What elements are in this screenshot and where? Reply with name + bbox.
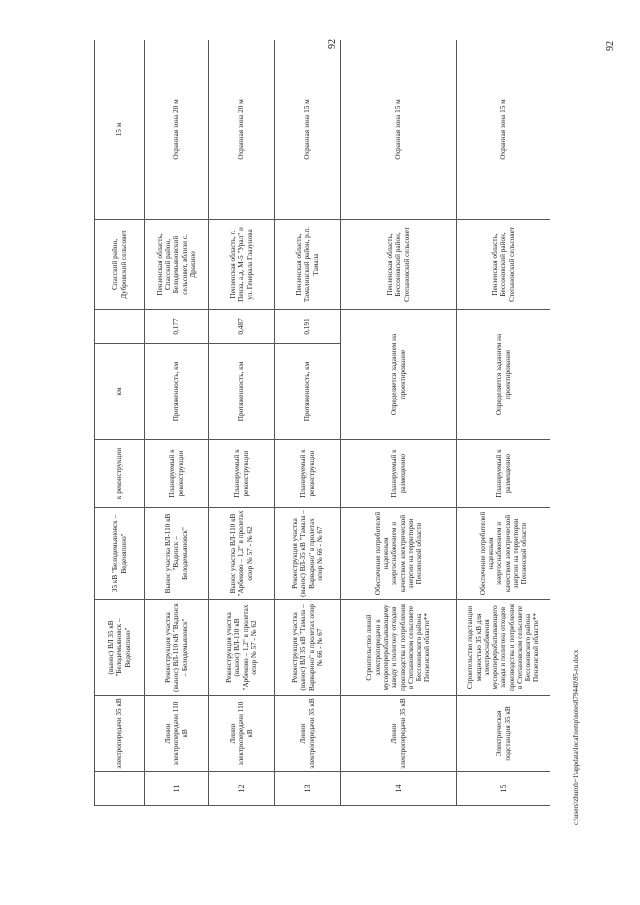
object-purpose: Вынос участка ВЛ-110 кВ "Вадинск – Белодемьяновск" xyxy=(145,508,209,600)
object-name: (вынос) ВЛ 35 кВ "Белодемьяновск – Веденяпино" xyxy=(95,600,145,696)
protection-zone: Охранная зона 20 м xyxy=(145,40,209,220)
row-number: 14 xyxy=(341,772,457,806)
object-location: Пензенская область, Спасский район, Белодемьяновский сельсовет, вблизи с. Дракино xyxy=(145,220,209,310)
object-status: Планируемый к реконструкции xyxy=(145,440,209,508)
object-type: Линии электропередачи 110 кВ xyxy=(145,696,209,772)
row-number: 13 xyxy=(275,772,341,806)
object-status: Планируемый к размещению xyxy=(457,440,551,508)
parameter-name: Определяется заданием на проектирование xyxy=(341,310,457,440)
table-row xyxy=(341,40,457,806)
parameter-name: Определяется заданием на проектирование xyxy=(457,310,551,440)
parameter-value xyxy=(95,310,145,344)
object-status: Планируемый к реконструкции xyxy=(275,440,341,508)
object-name: Реконструкция участка (вынос) ВЛ-110 кВ "Арбеково – 1,2" в пролетах опор № 57 - № 62 xyxy=(209,600,275,696)
object-type: Линии электропередачи 35 кВ xyxy=(341,696,457,772)
rotated-table-container xyxy=(94,40,550,806)
table-row xyxy=(457,40,551,806)
table-row xyxy=(145,40,209,806)
object-name: Реконструкция участка (вынос) ВЛ-110 кВ "Вадинск – Белодемьяновск" xyxy=(145,600,209,696)
side-page-number: 92 xyxy=(605,41,616,51)
object-name: Строительство подстанции мощностью 35 кВ для электроснабжения мусороперерабатывающего завода и полигона отходов производства и потребления в Степановском сельсовете Бессоновского района Пензенской области** xyxy=(457,600,551,696)
parameter-name: Протяженность, км xyxy=(209,344,275,440)
object-purpose: Обеспечение потребителей надежным энергоснабжением и качеством электрической энергии на территории Пензенской области xyxy=(457,508,551,600)
protection-zone: Охранная зона 15 м xyxy=(275,40,341,220)
object-location: Спасский район, Дубровский сельсовет xyxy=(95,220,145,310)
object-name: Реконструкция участка (вынос) ВЛ 35 кВ "Тамала – Варварино" в пролетах опор № 66 - № 67 xyxy=(275,600,341,696)
parameter-name: Протяженность, км xyxy=(275,344,341,440)
object-location: Пензенская область, Бессоновский район, Степановский сельсовет xyxy=(457,220,551,310)
object-purpose: Реконструкция участка (вынос) ВЛ-35 кВ "Тамала – Варварино" в пролетах опор № 66 - № 67 xyxy=(275,508,341,600)
file-path-text: c:\users\zhurob~1\appdata\local\temp\notes879440\95-ru.docx xyxy=(572,649,580,825)
object-location: Пензенская область, Бессоновский район, Степановский сельсовет xyxy=(341,220,457,310)
row-number: 12 xyxy=(209,772,275,806)
table-row xyxy=(95,40,145,806)
row-number xyxy=(95,772,145,806)
object-purpose: Обеспечение потребителей надежным энергоснабжением и качеством электрической энергии на территории Пензенской области xyxy=(341,508,457,600)
object-location: Пензенская область, г. Пенза, а.д. М-5 "Урал" и ул. Генерала Глазунова xyxy=(209,220,275,310)
protection-zone: Охранная зона 20 м xyxy=(209,40,275,220)
row-number: 15 xyxy=(457,772,551,806)
object-location: Пензенская область, Тамалинский район, р.п. Тамала xyxy=(275,220,341,310)
protection-zone: Охранная зона 15 м xyxy=(341,40,457,220)
row-number: 11 xyxy=(145,772,209,806)
page-number: 92 xyxy=(327,39,338,49)
parameter-value: 0,191 xyxy=(275,310,341,344)
object-status: Планируемый к размещению xyxy=(341,440,457,508)
object-status: Планируемый к реконструкции xyxy=(209,440,275,508)
objects-table xyxy=(94,40,550,806)
object-type: Линии электропередачи 110 кВ xyxy=(209,696,275,772)
object-purpose: 35 кВ "Белодемьяновск – Веденяпино" xyxy=(95,508,145,600)
protection-zone: Охранная зона 15 м xyxy=(457,40,551,220)
object-purpose: Вынос участка ВЛ-110 кВ "Арбеково – 1,2" в пролетах опор № 57 - № 62 xyxy=(209,508,275,600)
object-type: электропередачи 35 кВ xyxy=(95,696,145,772)
object-status: к реконструкции xyxy=(95,440,145,508)
table-row xyxy=(275,40,341,806)
table-row xyxy=(209,40,275,806)
object-type: Линии электропередачи 35 кВ xyxy=(275,696,341,772)
parameter-name: Протяженность, км xyxy=(145,344,209,440)
parameter-name: км xyxy=(95,344,145,440)
object-type: Электрическая подстанция 35 кВ xyxy=(457,696,551,772)
parameter-value: 0,177 xyxy=(145,310,209,344)
protection-zone: 15 м xyxy=(95,40,145,220)
parameter-value: 0,487 xyxy=(209,310,275,344)
object-name: Строительство линий электропередачи к мусороперерабатывающему заводу и полигону отходов производства и потребления в Степановском сельсовете Бессоновского района Пензенской области** xyxy=(341,600,457,696)
